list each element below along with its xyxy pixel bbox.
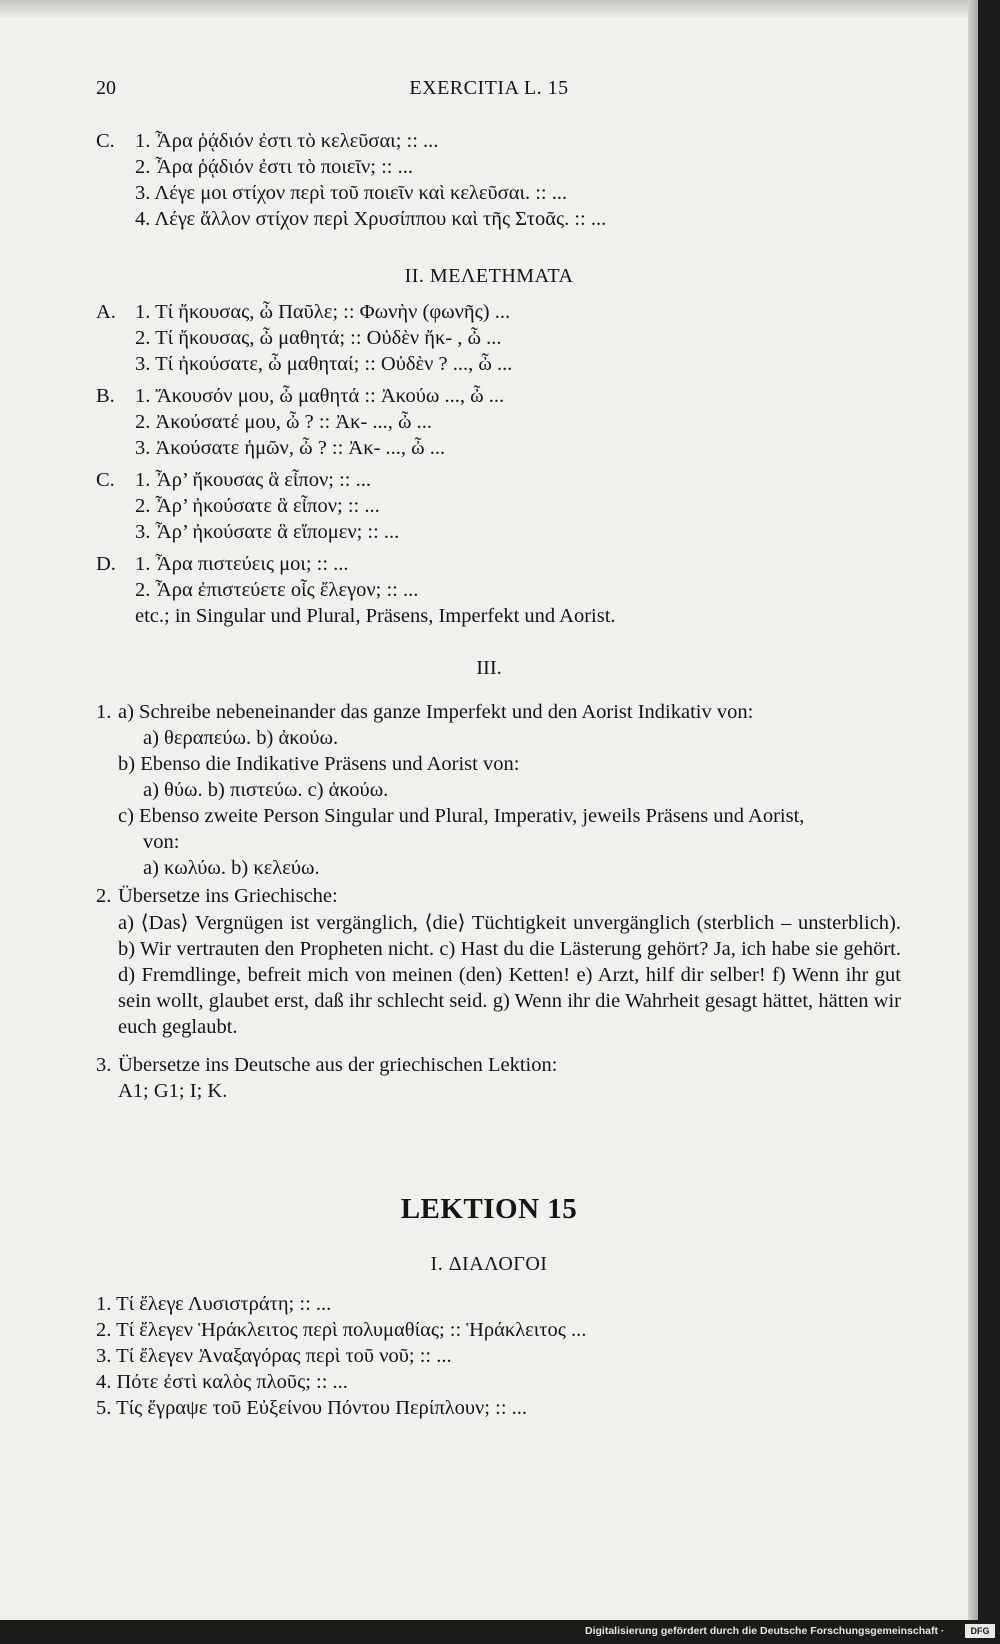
task-line: b) Ebenso die Indikative Präsens und Aorist von: xyxy=(118,753,520,775)
dialogue-line: 5. Τίς ἔγραψε τοῦ Εὐξείνου Πόντου Περίπλουν; :: ... xyxy=(96,1397,528,1419)
task-forms: a) θεραπεύω. b) ἀκούω. xyxy=(143,727,339,749)
block-c-label: C. xyxy=(96,130,115,152)
translation-sentences: a) ⟨Das⟩ Vergnügen ist vergänglich, ⟨die⟩ Tüchtigkeit unvergänglich (sterblich – unsterblich). b) Wir vertrauten den Propheten nicht. c) Hast du die Lästerung gehört? Ja, ich habe sie gehört. d) Fremdlinge, befreit mich von meinen (den) Ketten! e) Arzt, hilf dir selber! f) Wenn ihr gut sein wollt, glaubet erst, daß ihr schlecht seid. g) Wenn ihr die Wahrheit gesagt hättet, hätten wir euch geglaubt. xyxy=(118,912,901,1038)
exercise-line: 1. Ἆρ’ ἤκουσας ἃ εἶπον; :: ... xyxy=(135,469,371,491)
exercise-line: 1. Ἄκουσόν μου, ὦ μαθητά :: Ἀκούω ..., ὦ ... xyxy=(135,385,505,407)
task-forms: a) θύω. b) πιστεύω. c) ἀκούω. xyxy=(143,779,389,801)
exercise-line: 2. Ἆρα ἐπιστεύετε οἷς ἔλεγον; :: ... xyxy=(135,579,419,601)
task-heading: Übersetze ins Deutsche aus der griechischen Lektion: xyxy=(118,1054,558,1076)
exercise-line: 2. Ἆρ’ ἠκούσατε ἃ εἶπον; :: ... xyxy=(135,495,380,517)
item-number: 1. xyxy=(96,701,112,723)
lesson-references: A1; G1; I; K. xyxy=(118,1080,228,1102)
task-line-cont: von: xyxy=(143,831,180,853)
exercise-line: 2. Τί ἤκουσας, ὦ μαθητά; :: Οὐδὲν ἤκ- , ὦ ... xyxy=(135,327,502,349)
group-d-label: D. xyxy=(96,553,116,575)
lektion-title: LEKTION 15 xyxy=(400,1193,578,1225)
block-c-line: 3. Λέγε μοι στίχον περὶ τοῦ ποιεῖν καὶ κελεῦσαι. :: ... xyxy=(135,182,568,204)
dfg-logo: DFG xyxy=(965,1624,995,1638)
item-number: 3. xyxy=(96,1054,112,1076)
group-c-label: C. xyxy=(96,469,115,491)
dialogue-line: 2. Τί ἔλεγεν Ἡράκλειτος περὶ πολυμαθίας; :: Ἡράκλειτος ... xyxy=(96,1319,587,1341)
section-title-meletemata: II. ΜΕΛΕΤΗΜΑΤΑ xyxy=(404,265,574,287)
exercise-line: 1. Ἆρα πιστεύεις μοι; :: ... xyxy=(135,553,349,575)
group-a-label: A. xyxy=(96,301,116,323)
instruction-line: etc.; in Singular und Plural, Präsens, Imperfekt und Aorist. xyxy=(135,605,616,627)
group-b-label: B. xyxy=(96,385,115,407)
exercise-line: 1. Τί ἤκουσας, ὦ Παῦλε; :: Φωνὴν (φωνῆς) ... xyxy=(135,301,511,323)
dialogue-line: 3. Τί ἔλεγεν Ἀναξαγόρας περὶ τοῦ νοῦ; :: ... xyxy=(96,1345,452,1367)
page-edge-shadow xyxy=(968,0,978,1620)
running-head: EXERCITIA L. 15 xyxy=(409,77,569,99)
task-heading: Übersetze ins Griechische: xyxy=(118,885,338,907)
exercise-line: 2. Ἀκούσατέ μου, ὦ ? :: Ἀκ- ..., ὦ ... xyxy=(135,411,433,433)
block-c-line: 2. Ἆρα ῥᾴδιόν ἐστι τὸ ποιεῖν; :: ... xyxy=(135,156,413,178)
block-c-line: 4. Λέγε ἄλλον στίχον περὶ Χρυσίππου καὶ τῆς Στοᾶς. :: ... xyxy=(135,208,607,230)
section-title-iii: III. xyxy=(476,657,502,679)
exercise-line: 3. Ἆρ’ ἠκούσατε ἃ εἴπομεν; :: ... xyxy=(135,521,400,543)
dialogue-line: 1. Τί ἔλεγε Λυσιστράτη; :: ... xyxy=(96,1293,332,1315)
exercise-line: 3. Τί ἠκούσατε, ὦ μαθηταί; :: Οὐδὲν ? ..., ὦ ... xyxy=(135,353,513,375)
dialogue-line: 4. Πότε ἐστὶ καλὸς πλοῦς; :: ... xyxy=(96,1371,348,1393)
page-top-shadow xyxy=(0,0,978,18)
page-number: 20 xyxy=(96,77,116,99)
item-number: 2. xyxy=(96,885,112,907)
block-c-line: 1. Ἆρα ῥᾴδιόν ἐστι τὸ κελεῦσαι; :: ... xyxy=(135,130,439,152)
task-forms: a) κωλύω. b) κελεύω. xyxy=(143,857,320,879)
task-line: c) Ebenso zweite Person Singular und Plural, Imperativ, jeweils Präsens und Aorist, xyxy=(118,805,805,827)
dialogoi-title: I. ΔΙΑΛΟΓΟΙ xyxy=(430,1253,548,1275)
digitization-credit: Digitalisierung gefördert durch die Deutsche Forschungsgemeinschaft · xyxy=(585,1625,945,1637)
exercise-line: 3. Ἀκούσατε ἡμῶν, ὦ ? :: Ἀκ- ..., ὦ ... xyxy=(135,437,446,459)
task-line: a) Schreibe nebeneinander das ganze Imperfekt und den Aorist Indikativ von: xyxy=(118,701,754,723)
